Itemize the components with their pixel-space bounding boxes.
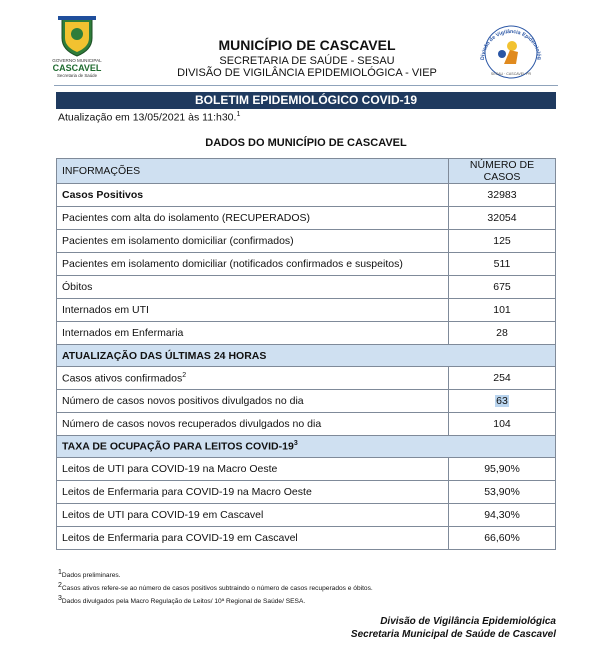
cascavel-logo	[38, 14, 116, 80]
epidemiology-seal-icon	[472, 20, 550, 80]
table-row	[57, 299, 556, 322]
row-value: 675	[449, 276, 556, 299]
row-label: Leitos de UTI para COVID-19 em Cascavel	[57, 504, 449, 527]
signature-division: Divisão de Vigilância Epidemiológica	[380, 616, 556, 627]
table-row	[57, 230, 556, 253]
table-row	[57, 458, 556, 481]
footnote: $^2$Casos ativos refere-se ao número de casos positivos subtraindo o número de casos recuperados e óbitos.	[58, 582, 373, 593]
table-row	[57, 504, 556, 527]
update-timestamp: Atualização em 13/05/2021 às 11:h30.$^1$	[58, 111, 241, 124]
division-line: DIVISÃO DE VIGILÂNCIA EPIDEMIOLÓGICA - VIEP	[177, 67, 437, 79]
row-value: 95,90%	[449, 458, 556, 481]
section-label: ATUALIZAÇÃO DAS ÚLTIMAS 24 HORAS	[57, 345, 556, 367]
table-row	[57, 207, 556, 230]
row-label: Leitos de Enfermaria para COVID-19 na Macro Oeste	[57, 481, 449, 504]
svg-text:Secretaria de Saúde: Secretaria de Saúde	[56, 73, 98, 78]
footnote: $^3$Dados divulgados pela Macro Regulação de Leitos/ 10ª Regional de Saúde/ SESA.	[58, 595, 306, 606]
row-value	[449, 390, 556, 413]
table-row	[57, 276, 556, 299]
svg-text:CASCAVEL: CASCAVEL	[52, 63, 102, 73]
table-row	[57, 253, 556, 276]
row-label: Número de casos novos recuperados divulgados no dia	[57, 413, 449, 436]
row-label: Pacientes com alta do isolamento (RECUPERADOS)	[57, 207, 449, 230]
row-value: 66,60%	[449, 527, 556, 550]
coat-of-arms-icon	[38, 14, 116, 80]
row-label: Internados em Enfermaria	[57, 322, 449, 345]
row-value: 53,90%	[449, 481, 556, 504]
row-value: 104	[449, 413, 556, 436]
section-row-occupancy	[57, 436, 556, 458]
row-value: 101	[449, 299, 556, 322]
header-label-cell: INFORMAÇÕES	[57, 159, 449, 184]
table-row	[57, 527, 556, 550]
row-label: Leitos de UTI para COVID-19 na Macro Oeste	[57, 458, 449, 481]
header-value-cell: NÚMERO DE CASOS	[449, 159, 556, 184]
row-value: 32054	[449, 207, 556, 230]
covid-data-table	[56, 158, 556, 550]
row-label: Internados em UTI	[57, 299, 449, 322]
bulletin-banner: BOLETIM EPIDEMIOLÓGICO COVID-19	[56, 92, 556, 109]
section-row-24h	[57, 345, 556, 367]
table-header-row	[57, 159, 556, 184]
viep-logo	[472, 20, 550, 80]
row-label: Óbitos	[57, 276, 449, 299]
row-value: 511	[449, 253, 556, 276]
row-value: 32983	[449, 184, 556, 207]
table-row	[57, 367, 556, 390]
signature-secretariat: Secretaria Municipal de Saúde de Cascavel	[350, 629, 556, 640]
row-value: 94,30%	[449, 504, 556, 527]
header-divider	[54, 85, 558, 86]
svg-text:Divisão de Vigilância Epidemio: Divisão de Vigilância Epidemiológ	[479, 28, 543, 61]
row-label: Leitos de Enfermaria para COVID-19 em Cascavel	[57, 527, 449, 550]
footnote: $^1$Dados preliminares.	[58, 569, 121, 580]
svg-text:GOVERNO MUNICIPAL: GOVERNO MUNICIPAL	[52, 58, 102, 63]
table-row	[57, 390, 556, 413]
table-row	[57, 481, 556, 504]
table-row	[57, 184, 556, 207]
table-row	[57, 322, 556, 345]
footnotes	[58, 568, 373, 608]
row-label: Número de casos novos positivos divulgados no dia	[57, 390, 449, 413]
row-label: Casos Positivos	[57, 184, 449, 207]
section-title: DADOS DO MUNICÍPIO DE CASCAVEL	[205, 137, 407, 149]
highlighted-value: 63	[496, 395, 508, 407]
row-value: 125	[449, 230, 556, 253]
municipality-title: MUNICÍPIO DE CASCAVEL	[218, 37, 396, 53]
section-label: TAXA DE OCUPAÇÃO PARA LEITOS COVID-$19^3$	[57, 436, 556, 458]
svg-text:SESAU · CASCAVEL PR: SESAU · CASCAVEL PR	[490, 72, 532, 76]
secretariat-line: SECRETARIA DE SAÚDE - SESAU	[219, 55, 395, 67]
row-label: Casos ativos confirmados$^2$	[57, 367, 449, 390]
table-row	[57, 413, 556, 436]
row-value: 28	[449, 322, 556, 345]
row-value: 254	[449, 367, 556, 390]
row-label: Pacientes em isolamento domiciliar (notificados confirmados e suspeitos)	[57, 253, 449, 276]
row-label: Pacientes em isolamento domiciliar (confirmados)	[57, 230, 449, 253]
